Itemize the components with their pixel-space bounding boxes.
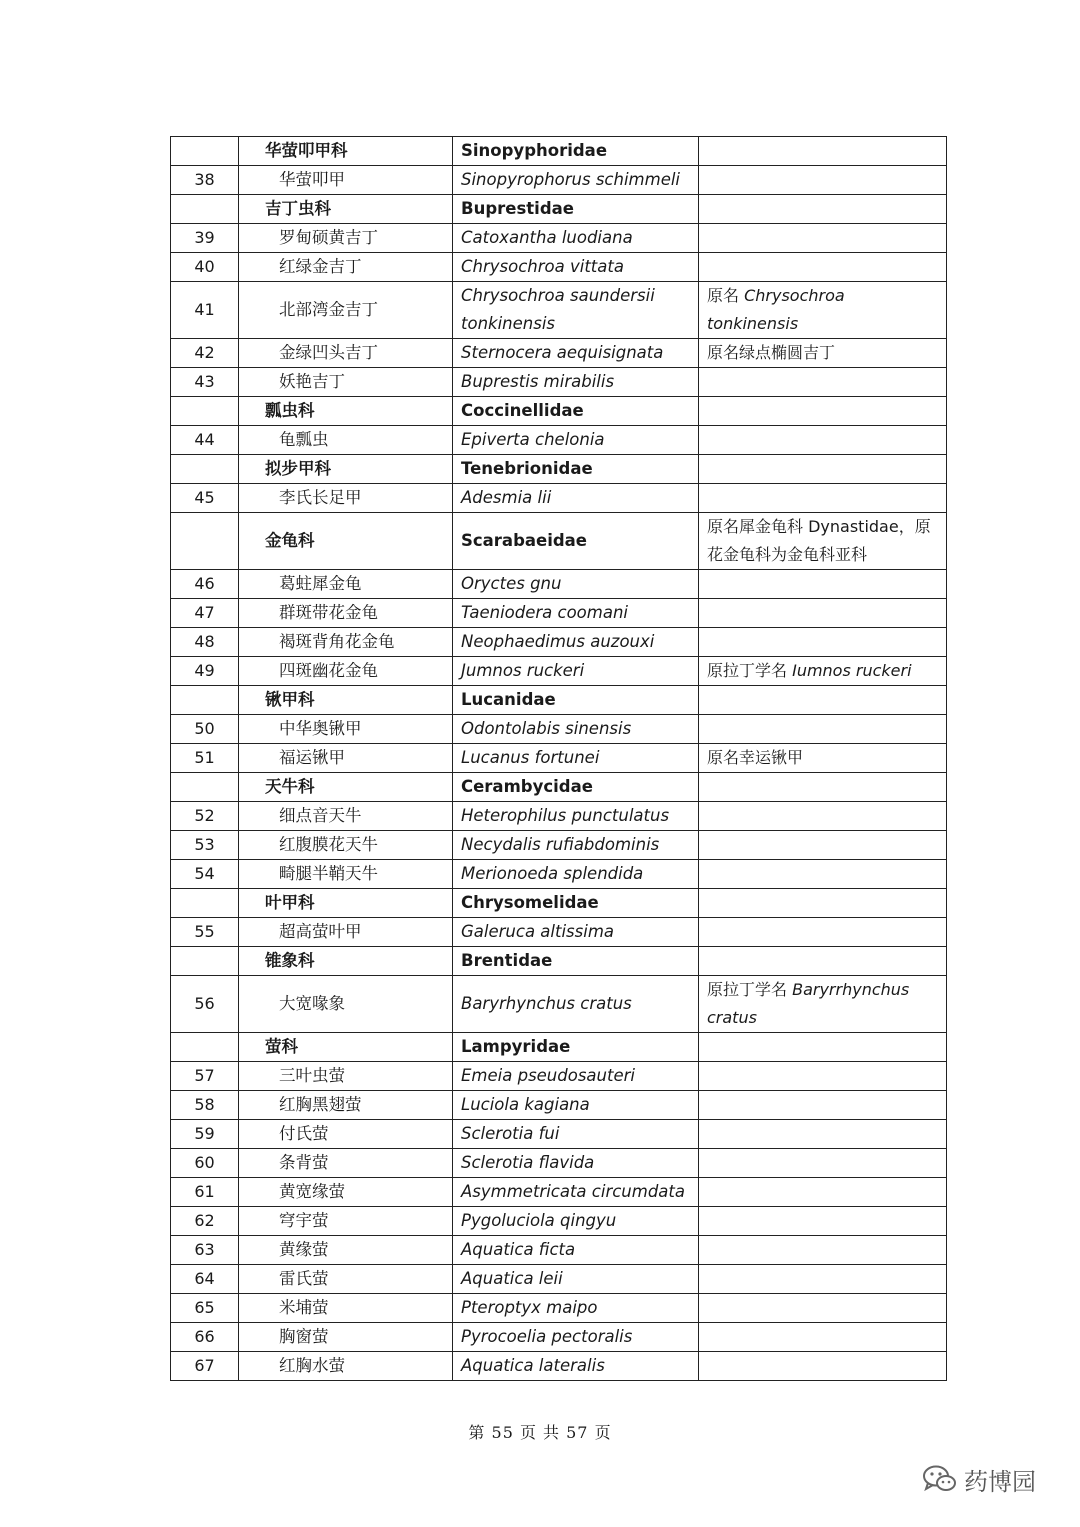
species-latin-name: Pygoluciola qingyu (453, 1207, 699, 1236)
species-chinese-name: 福运锹甲 (239, 744, 453, 773)
remark (699, 918, 947, 947)
species-row (171, 1120, 947, 1149)
remark (699, 1352, 947, 1381)
species-chinese-name: 黄缘萤 (239, 1236, 453, 1265)
family-row (171, 455, 947, 484)
family-latin-name: Lucanidae (453, 686, 699, 715)
remark (699, 599, 947, 628)
row-number (171, 137, 239, 166)
remark (699, 628, 947, 657)
species-chinese-name: 三叶虫萤 (239, 1062, 453, 1091)
species-chinese-name: 胸窗萤 (239, 1323, 453, 1352)
species-latin-name: Galeruca altissima (453, 918, 699, 947)
species-row (171, 599, 947, 628)
family-chinese-name: 叶甲科 (239, 889, 453, 918)
species-row (171, 976, 947, 1033)
remark (699, 195, 947, 224)
row-number: 50 (171, 715, 239, 744)
row-number (171, 773, 239, 802)
species-latin-name: Oryctes gnu (453, 570, 699, 599)
row-number: 44 (171, 426, 239, 455)
row-number (171, 513, 239, 570)
family-latin-name: Buprestidae (453, 195, 699, 224)
species-row (171, 657, 947, 686)
remark (699, 831, 947, 860)
species-chinese-name: 黄宽缘萤 (239, 1178, 453, 1207)
species-latin-name: Sclerotia flavida (453, 1149, 699, 1178)
species-row (171, 282, 947, 339)
remark (699, 513, 947, 570)
species-row (171, 484, 947, 513)
family-row (171, 773, 947, 802)
species-latin-name: Pteroptyx maipo (453, 1294, 699, 1323)
species-latin-name: Pyrocoelia pectoralis (453, 1323, 699, 1352)
row-number: 51 (171, 744, 239, 773)
row-number (171, 686, 239, 715)
species-row (171, 253, 947, 282)
row-number: 63 (171, 1236, 239, 1265)
remark (699, 455, 947, 484)
species-chinese-name: 付氏萤 (239, 1120, 453, 1149)
species-row (171, 1149, 947, 1178)
species-chinese-name: 红胸黑翅萤 (239, 1091, 453, 1120)
species-latin-name: Sternocera aequisignata (453, 339, 699, 368)
remark (699, 657, 947, 686)
watermark (922, 1462, 1036, 1496)
species-latin-name: Taeniodera coomani (453, 599, 699, 628)
remark (699, 860, 947, 889)
family-latin-name: Sinopyphoridae (453, 137, 699, 166)
species-chinese-name: 雷氏萤 (239, 1265, 453, 1294)
family-latin-name: Scarabaeidae (453, 513, 699, 570)
remark (699, 976, 947, 1033)
species-chinese-name: 四斑幽花金龟 (239, 657, 453, 686)
remark (699, 715, 947, 744)
species-latin-name: Emeia pseudosauteri (453, 1062, 699, 1091)
remark (699, 1236, 947, 1265)
species-chinese-name: 穹宇萤 (239, 1207, 453, 1236)
row-number: 66 (171, 1323, 239, 1352)
species-chinese-name: 罗甸硕黄吉丁 (239, 224, 453, 253)
species-row (171, 918, 947, 947)
species-chinese-name: 条背萤 (239, 1149, 453, 1178)
species-chinese-name: 金绿凹头吉丁 (239, 339, 453, 368)
remark (699, 224, 947, 253)
species-chinese-name: 大宽喙象 (239, 976, 453, 1033)
species-row (171, 368, 947, 397)
remark (699, 1323, 947, 1352)
row-number: 43 (171, 368, 239, 397)
species-row (171, 426, 947, 455)
species-latin-name: Epiverta chelonia (453, 426, 699, 455)
species-row (171, 1323, 947, 1352)
family-chinese-name: 吉丁虫科 (239, 195, 453, 224)
species-row (171, 224, 947, 253)
family-chinese-name: 瓢虫科 (239, 397, 453, 426)
species-chinese-name: 细点音天牛 (239, 802, 453, 831)
species-row (171, 628, 947, 657)
species-chinese-name: 妖艳吉丁 (239, 368, 453, 397)
species-latin-name: Sinopyrophorus schimmeli (453, 166, 699, 195)
species-latin-name: Buprestis mirabilis (453, 368, 699, 397)
species-chinese-name: 龟瓢虫 (239, 426, 453, 455)
species-chinese-name: 红胸水萤 (239, 1352, 453, 1381)
remark (699, 1294, 947, 1323)
row-number: 55 (171, 918, 239, 947)
remark (699, 1149, 947, 1178)
species-latin-name: Aquatica leii (453, 1265, 699, 1294)
family-row (171, 513, 947, 570)
row-number: 52 (171, 802, 239, 831)
remark (699, 1120, 947, 1149)
row-number: 45 (171, 484, 239, 513)
row-number (171, 195, 239, 224)
remark-text: 原拉丁学名 (707, 980, 793, 999)
species-chinese-name: 葛蛀犀金龟 (239, 570, 453, 599)
family-row (171, 137, 947, 166)
species-row (171, 1062, 947, 1091)
family-row (171, 889, 947, 918)
species-latin-name: Odontolabis sinensis (453, 715, 699, 744)
row-number: 65 (171, 1294, 239, 1323)
species-latin-name: Chrysochroa vittata (453, 253, 699, 282)
species-row (171, 166, 947, 195)
remark-text: 原名犀金龟科 (707, 517, 809, 536)
wechat-logo-icon (922, 1464, 958, 1494)
remark (699, 1265, 947, 1294)
remark (699, 773, 947, 802)
species-row (171, 831, 947, 860)
remark: 原名幸运锹甲 (699, 744, 947, 773)
species-row (171, 570, 947, 599)
row-number: 58 (171, 1091, 239, 1120)
table-body (171, 137, 947, 1381)
remark-text: 原拉丁学名 (707, 661, 793, 680)
remark (699, 802, 947, 831)
species-row (171, 1265, 947, 1294)
species-row (171, 860, 947, 889)
species-row (171, 1236, 947, 1265)
remark (699, 1207, 947, 1236)
remark-text: 原名 (707, 286, 745, 305)
remark (699, 137, 947, 166)
species-row (171, 339, 947, 368)
species-latin-name: Neophaedimus auzouxi (453, 628, 699, 657)
species-latin-name: Luciola kagiana (453, 1091, 699, 1120)
row-number: 54 (171, 860, 239, 889)
remark (699, 1033, 947, 1062)
row-number: 59 (171, 1120, 239, 1149)
species-row (171, 1178, 947, 1207)
row-number (171, 889, 239, 918)
species-chinese-name: 北部湾金吉丁 (239, 282, 453, 339)
row-number: 62 (171, 1207, 239, 1236)
row-number: 49 (171, 657, 239, 686)
remark (699, 889, 947, 918)
row-number: 57 (171, 1062, 239, 1091)
family-chinese-name: 天牛科 (239, 773, 453, 802)
row-number: 61 (171, 1178, 239, 1207)
family-row (171, 397, 947, 426)
family-row (171, 947, 947, 976)
row-number: 46 (171, 570, 239, 599)
remark (699, 397, 947, 426)
species-chinese-name: 褐斑背角花金龟 (239, 628, 453, 657)
species-chinese-name: 超高萤叶甲 (239, 918, 453, 947)
page-footer: 第 55 页 共 57 页 (468, 1423, 612, 1442)
species-row (171, 1352, 947, 1381)
family-row (171, 686, 947, 715)
row-number (171, 455, 239, 484)
remark-latin-name: Baryrrhynchus cratus (707, 980, 910, 1027)
row-number: 42 (171, 339, 239, 368)
family-chinese-name: 锥象科 (239, 947, 453, 976)
species-latin-name: Asymmetricata circumdata (453, 1178, 699, 1207)
remark (699, 426, 947, 455)
row-number: 40 (171, 253, 239, 282)
row-number: 67 (171, 1352, 239, 1381)
row-number: 41 (171, 282, 239, 339)
species-latin-name: Heterophilus punctulatus (453, 802, 699, 831)
species-table (170, 136, 947, 1381)
species-row (171, 1207, 947, 1236)
species-chinese-name: 红腹膜花天牛 (239, 831, 453, 860)
remark (699, 166, 947, 195)
row-number: 39 (171, 224, 239, 253)
species-latin-name: Aquatica lateralis (453, 1352, 699, 1381)
remark (699, 1091, 947, 1120)
row-number: 56 (171, 976, 239, 1033)
row-number (171, 1033, 239, 1062)
remark (699, 686, 947, 715)
remark (699, 282, 947, 339)
remark (699, 253, 947, 282)
species-chinese-name: 红绿金吉丁 (239, 253, 453, 282)
remark: 原名绿点椭圆吉丁 (699, 339, 947, 368)
row-number (171, 947, 239, 976)
remark (699, 368, 947, 397)
family-latin-name: Tenebrionidae (453, 455, 699, 484)
species-row (171, 715, 947, 744)
species-latin-name: Jumnos ruckeri (453, 657, 699, 686)
species-chinese-name: 畸腿半鞘天牛 (239, 860, 453, 889)
remark (699, 484, 947, 513)
species-latin-name: Chrysochroa saundersii tonkinensis (453, 282, 699, 339)
species-chinese-name: 中华奥锹甲 (239, 715, 453, 744)
family-chinese-name: 锹甲科 (239, 686, 453, 715)
family-latin-name: Coccinellidae (453, 397, 699, 426)
row-number: 48 (171, 628, 239, 657)
species-latin-name: Baryrhynchus cratus (453, 976, 699, 1033)
family-latin-name: Chrysomelidae (453, 889, 699, 918)
row-number: 64 (171, 1265, 239, 1294)
remark-latin-name: Iumnos ruckeri (792, 661, 912, 680)
remark-text: ，原花金龟科为金龟科亚科 (707, 517, 931, 564)
species-latin-name: Necydalis rufiabdominis (453, 831, 699, 860)
species-row (171, 802, 947, 831)
species-chinese-name: 群斑带花金龟 (239, 599, 453, 628)
watermark-text: 药博园 (964, 1467, 1036, 1496)
species-latin-name: Aquatica ficta (453, 1236, 699, 1265)
species-latin-name: Merionoeda splendida (453, 860, 699, 889)
species-latin-name: Catoxantha luodiana (453, 224, 699, 253)
species-chinese-name: 华萤叩甲 (239, 166, 453, 195)
species-chinese-name: 李氏长足甲 (239, 484, 453, 513)
remark (699, 570, 947, 599)
row-number: 47 (171, 599, 239, 628)
species-chinese-name: 米埔萤 (239, 1294, 453, 1323)
row-number: 53 (171, 831, 239, 860)
remark (699, 1062, 947, 1091)
remark (699, 947, 947, 976)
family-latin-name: Cerambycidae (453, 773, 699, 802)
remark (699, 1178, 947, 1207)
family-chinese-name: 拟步甲科 (239, 455, 453, 484)
species-latin-name: Adesmia lii (453, 484, 699, 513)
row-number: 60 (171, 1149, 239, 1178)
remark-latin-name: Chrysochroa tonkinensis (707, 286, 845, 333)
row-number: 38 (171, 166, 239, 195)
species-latin-name: Lucanus fortunei (453, 744, 699, 773)
species-latin-name: Sclerotia fui (453, 1120, 699, 1149)
family-row (171, 1033, 947, 1062)
species-row (171, 1091, 947, 1120)
family-chinese-name: 金龟科 (239, 513, 453, 570)
row-number (171, 397, 239, 426)
family-latin-name: Brentidae (453, 947, 699, 976)
family-row (171, 195, 947, 224)
family-latin-name: Lampyridae (453, 1033, 699, 1062)
family-chinese-name: 萤科 (239, 1033, 453, 1062)
species-row (171, 1294, 947, 1323)
remark-latin-name: Dynastidae (808, 517, 899, 536)
family-chinese-name: 华萤叩甲科 (239, 137, 453, 166)
species-row (171, 744, 947, 773)
